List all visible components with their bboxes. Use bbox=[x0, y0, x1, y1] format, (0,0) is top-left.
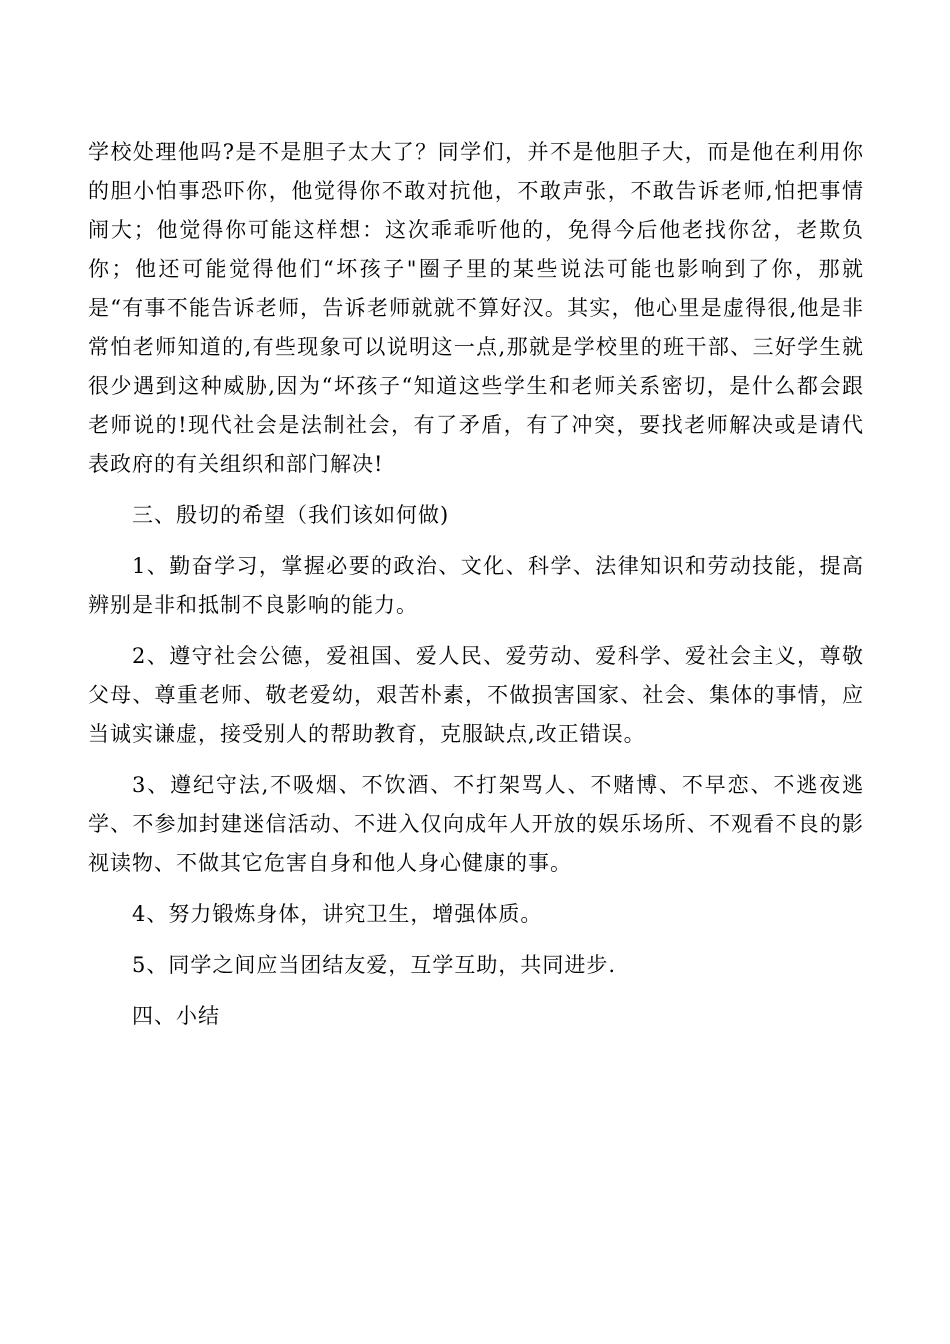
document-body bbox=[88, 133, 864, 1048]
paragraph-continuation: 学校处理他吗?是不是胆子太大了？同学们，并不是他胆子大，而是他在利用你的胆小怕事恐吓你，他觉得你不敢对抗他，不敢声张，不敢告诉老师,怕把事情闹大；他觉得你可能这样想：这次乖乖听他的，免得今后他老找你岔，老欺负你；他还可能觉得他们“坏孩子"圈子里的某些说法可能也影响到了你，那就是“有事不能告诉老师，告诉老师就就不算好汉。其实，他心里是虚得很,他是非常怕老师知道的,有些现象可以说明这一点,那就是学校里的班干部、三好学生就很少遇到这种威胁,因为“坏孩子“知道这些学生和老师关系密切，是什么都会跟老师说的!现代社会是法制社会，有了矛盾，有了冲突，要找老师解决或是请代表政府的有关组织和部门解决! bbox=[88, 140, 864, 476]
list-item-1: 1、勤奋学习，掌握必要的政治、文化、科学、法律知识和劳动技能，提高辨别是非和抵制不良影响的能力。 bbox=[88, 554, 864, 617]
list-item-4: 4、努力锻炼身体，讲究卫生，增强体质。 bbox=[132, 902, 543, 926]
list-item-2: 2、遵守社会公德，爱祖国、爱人民、爱劳动、爱科学、爱社会主义，尊敬父母、尊重老师、敬老爱幼，艰苦朴素，不做损害国家、社会、集体的事情，应当诚实谦虚，接受别人的帮助教育，克服缺点,改正错误。 bbox=[88, 644, 864, 746]
section-heading-four: 四、小结 bbox=[132, 1004, 220, 1028]
list-item-3: 3、遵纪守法,不吸烟、不饮酒、不打架骂人、不赌博、不早恋、不逃夜逃学、不参加封建迷信活动、不进入仅向成年人开放的娱乐场所、不观看不良的影视读物、不做其它危害自身和他人身心健康的事。 bbox=[88, 773, 864, 875]
list-item-5: 5、同学之间应当团结友爱，互学互助，共同进步. bbox=[132, 953, 617, 977]
section-heading-three: 三、殷切的希望（我们该如何做) bbox=[132, 503, 450, 527]
